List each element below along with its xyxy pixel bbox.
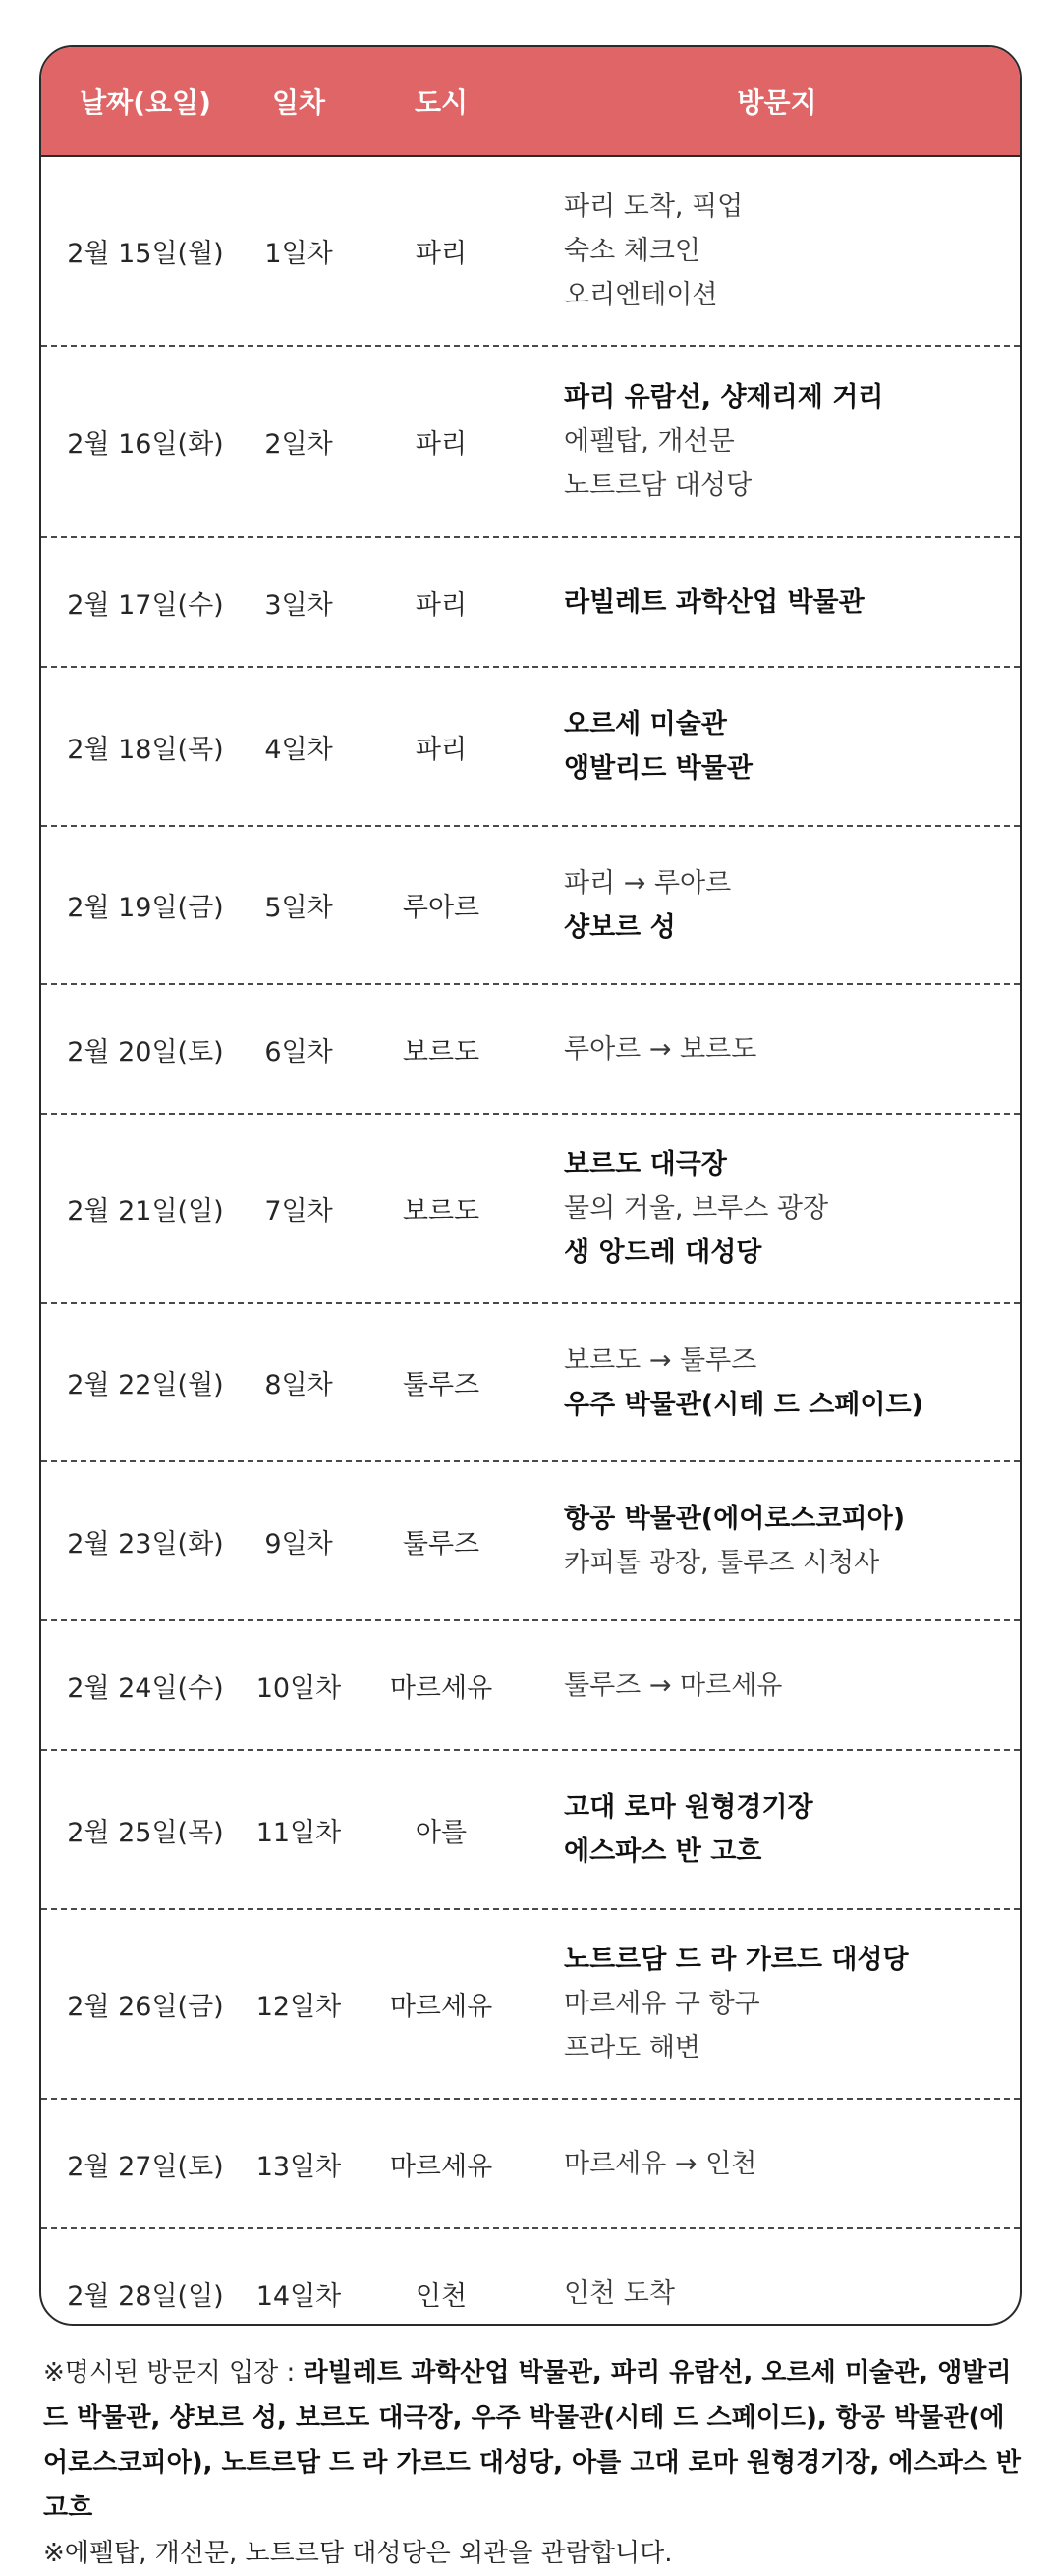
date-cell: 2월 19일(금) [67, 893, 224, 923]
admission-note-list: 라빌레트 과학산업 박물관, 파리 유람선, 오르세 미술관, 앵발리드 박물관, 샹보르 성, 보르도 대극장, 우주 박물관(시테 드 스페이드), 항공 박물관(에어로스코피아), 노트르담 드 라 가르드 대성당, 아를 고대 로마 원형경기장, 에스파스 반 고흐 [43, 2358, 1022, 2523]
admission-note [43, 2350, 1022, 2531]
date-cell: 2월 25일(목) [67, 1817, 224, 1848]
date-cell: 2월 28일(일) [67, 2280, 224, 2312]
visits-cell [534, 1027, 1020, 1071]
date-cell: 2월 17일(수) [67, 589, 224, 621]
visit-item: 마르세유 구 항구 [564, 1989, 760, 2019]
day-cell: 1일차 [264, 239, 333, 269]
visits-cell [534, 2142, 1020, 2186]
date-cell: 2월 16일(화) [67, 429, 224, 460]
visit-item: 에스파스 반 고흐 [564, 1836, 762, 1867]
visits-cell [534, 1142, 1020, 1275]
city-cell: 툴루즈 [402, 1370, 480, 1400]
visits-cell [534, 1785, 1020, 1874]
visits-cell [534, 580, 1020, 625]
visit-item: 샹보르 성 [564, 911, 676, 943]
visit-item: 마르세유 → 인천 [564, 2148, 757, 2179]
visit-item: 오리엔테이션 [564, 280, 718, 310]
day-cell: 14일차 [255, 2280, 342, 2312]
visits-cell [534, 861, 1020, 950]
date-cell: 2월 18일(목) [67, 734, 224, 765]
visits-cell [534, 2272, 1020, 2316]
table-row [41, 1751, 1020, 1910]
day-cell: 3일차 [264, 589, 333, 621]
visit-item: 에펠탑, 개선문 [564, 426, 735, 457]
admission-note-label: ※명시된 방문지 입장 : [43, 2358, 304, 2387]
day-cell: 5일차 [264, 893, 333, 923]
visits-cell [534, 1339, 1020, 1427]
visits-cell [534, 1664, 1020, 1708]
visit-item: 파리 → 루아르 [564, 867, 732, 899]
city-cell: 보르도 [402, 1036, 480, 1068]
table-header [41, 47, 1020, 157]
table-row [41, 2100, 1020, 2229]
header-visits: 방문지 [737, 86, 817, 119]
visits-cell [534, 1497, 1020, 1585]
visit-item: 노트르담 드 라 가르드 대성당 [564, 1945, 909, 1975]
visit-item: 노트르담 대성당 [564, 470, 753, 501]
visit-item: 생 앙드레 대성당 [564, 1237, 762, 1268]
table-body [41, 157, 1020, 2326]
visit-item: 앵발리드 박물관 [564, 753, 753, 784]
visit-item: 보르도 대극장 [564, 1149, 727, 1179]
table-row [41, 1462, 1020, 1621]
city-cell: 마르세유 [389, 1992, 493, 2022]
date-cell: 2월 21일(일) [67, 1196, 224, 1227]
day-cell: 4일차 [264, 734, 333, 765]
table-row [41, 1304, 1020, 1462]
city-cell: 아를 [415, 1817, 468, 1848]
visit-item: 파리 도착, 픽업 [564, 192, 744, 222]
visit-item: 오르세 미술관 [564, 709, 727, 740]
visits-cell [534, 375, 1020, 508]
date-cell: 2월 24일(수) [67, 1672, 224, 1704]
visits-cell [534, 702, 1020, 791]
visits-cell [534, 185, 1020, 317]
header-day: 일차 [271, 86, 326, 119]
date-cell: 2월 15일(월) [67, 239, 224, 269]
day-cell: 10일차 [255, 1672, 342, 1704]
city-cell: 보르도 [402, 1196, 480, 1227]
date-cell: 2월 27일(토) [67, 2151, 224, 2182]
header-city: 도시 [414, 86, 469, 119]
day-cell: 8일차 [264, 1370, 333, 1400]
table-row [41, 985, 1020, 1115]
city-cell: 파리 [415, 429, 468, 460]
day-cell: 13일차 [255, 2151, 342, 2182]
table-row [41, 347, 1020, 538]
date-cell: 2월 23일(화) [67, 1528, 224, 1560]
date-cell: 2월 26일(금) [67, 1992, 224, 2022]
table-row [41, 538, 1020, 668]
day-cell: 2일차 [264, 429, 333, 460]
table-row [41, 1910, 1020, 2100]
city-cell: 루아르 [402, 893, 480, 923]
city-cell: 인천 [415, 2280, 468, 2312]
table-row [41, 668, 1020, 827]
visit-item: 항공 박물관(에어로스코피아) [564, 1504, 906, 1534]
visit-item: 카피톨 광장, 툴루즈 시청사 [564, 1548, 880, 1578]
table-row [41, 1115, 1020, 1304]
visit-item: 보르도 → 툴루즈 [564, 1344, 757, 1376]
city-cell: 마르세유 [389, 1672, 493, 1704]
notes [43, 2350, 1022, 2576]
visit-item: 우주 박물관(시테 드 스페이드) [564, 1389, 923, 1420]
visit-item: 파리 유람선, 샹제리제 거리 [564, 382, 884, 412]
table-row [41, 157, 1020, 347]
city-cell: 툴루즈 [402, 1528, 480, 1560]
day-cell: 9일차 [264, 1528, 333, 1560]
day-cell: 6일차 [264, 1036, 333, 1068]
header-date: 날짜(요일) [80, 86, 211, 119]
city-cell: 파리 [415, 239, 468, 269]
table-row [41, 1621, 1020, 1751]
day-cell: 12일차 [255, 1992, 342, 2022]
visit-item: 프라도 해변 [564, 2033, 700, 2063]
visit-item: 툴루즈 → 마르세유 [564, 1670, 783, 1701]
city-cell: 파리 [415, 734, 468, 765]
visit-item: 라빌레트 과학산업 박물관 [564, 586, 865, 618]
visit-item: 고대 로마 원형경기장 [564, 1792, 813, 1823]
visit-item: 인천 도착 [564, 2277, 675, 2309]
day-cell: 7일차 [264, 1196, 333, 1227]
table-row [41, 827, 1020, 985]
city-cell: 마르세유 [389, 2151, 493, 2182]
city-cell: 파리 [415, 589, 468, 621]
date-cell: 2월 22일(월) [67, 1370, 224, 1400]
visit-item: 루아르 → 보르도 [564, 1033, 757, 1065]
exterior-note: ※에펠탑, 개선문, 노트르담 대성당은 외관을 관람합니다. [43, 2539, 673, 2568]
visit-item: 물의 거울, 브루스 광장 [564, 1193, 829, 1224]
day-cell: 11일차 [255, 1817, 342, 1848]
itinerary-table [39, 45, 1022, 2326]
table-row [41, 2229, 1020, 2326]
visit-item: 숙소 체크인 [564, 236, 700, 266]
date-cell: 2월 20일(토) [67, 1036, 224, 1068]
visits-cell [534, 1938, 1020, 2070]
